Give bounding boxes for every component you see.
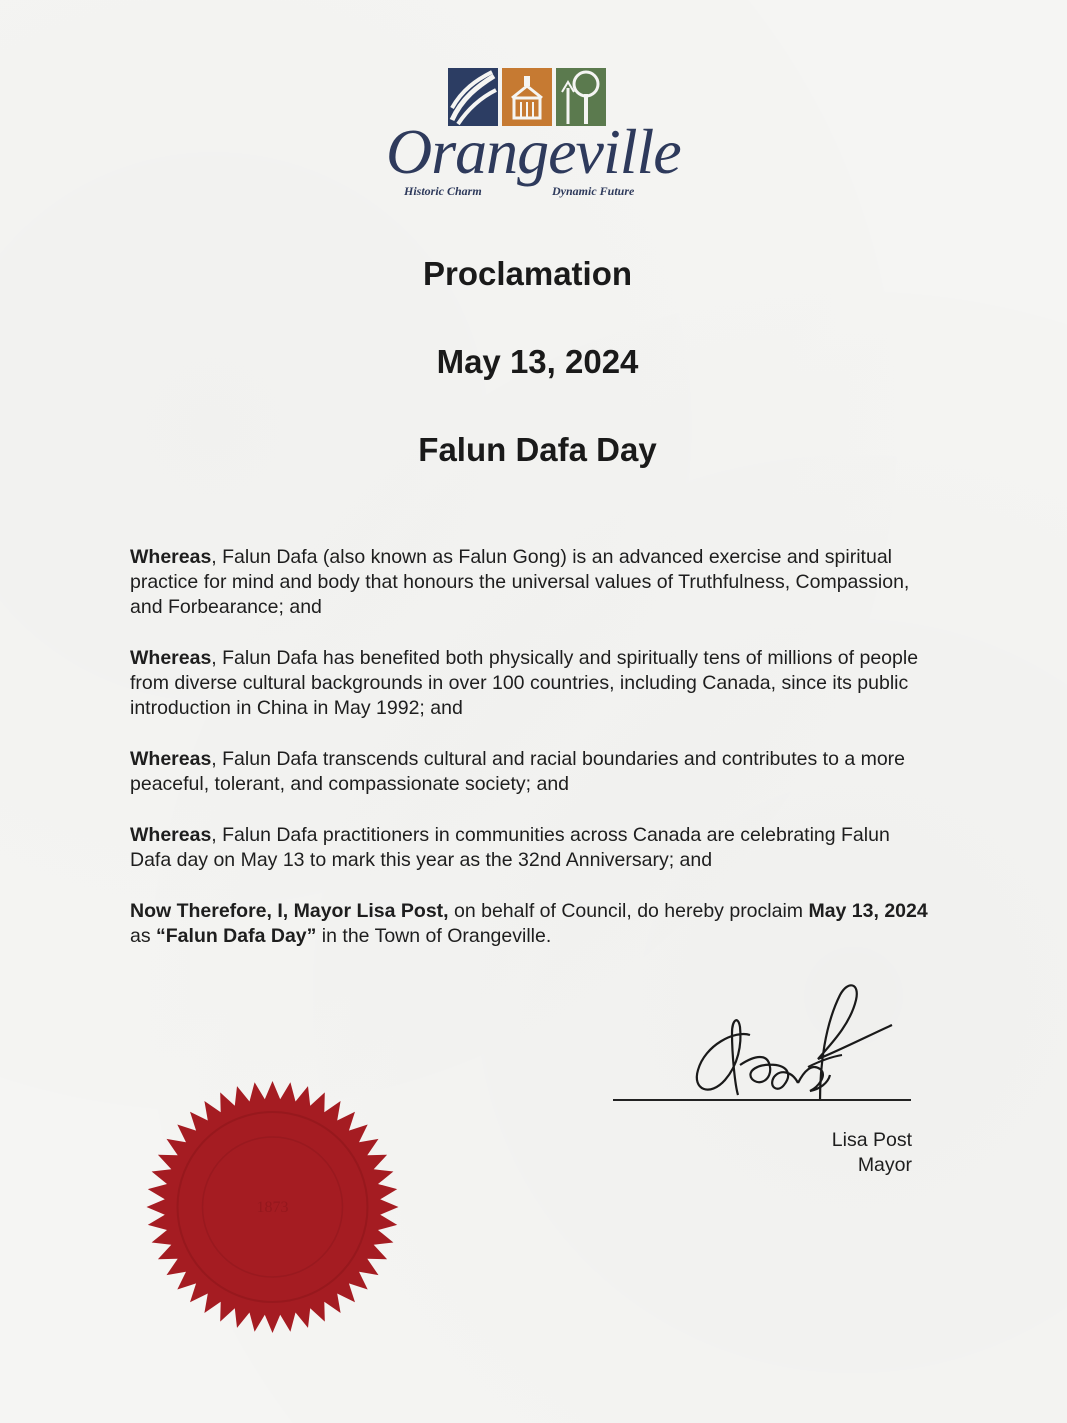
whereas-paragraph (130, 747, 930, 797)
logo-tagline-left: Historic Charm (404, 184, 482, 198)
signatory-name: Lisa Post (831, 1129, 912, 1151)
whereas-text: , Falun Dafa has benefited both physically and spiritually tens of millions of people from diverse cultural backgrounds in over 100 countries, including Canada, since its public introduction in China in May 1992; and (130, 647, 919, 719)
red-foil-seal (145, 1072, 400, 1342)
whereas-text: , Falun Dafa transcends cultural and racial boundaries and contributes to a more peaceful, tolerant, and compassionate society; and (130, 748, 906, 795)
signatory-role: Mayor (857, 1154, 912, 1176)
proclamation-body (130, 545, 930, 975)
resolution-end: in the Town of Orangeville. (316, 925, 552, 947)
handwritten-signature (680, 975, 910, 1115)
whereas-lead: Whereas (130, 647, 212, 669)
document-title: Proclamation (422, 255, 633, 292)
seal-year: 1873 (256, 1199, 289, 1216)
whereas-paragraph (130, 545, 930, 620)
whereas-paragraph (130, 646, 930, 721)
whereas-lead: Whereas (130, 546, 212, 568)
resolution-day-name: “Falun Dafa Day” (156, 925, 317, 947)
resolution-lead: Now Therefore, I, Mayor Lisa Post, (130, 900, 449, 922)
town-logo (380, 64, 690, 204)
whereas-text: , Falun Dafa (also known as Falun Gong) is an advanced exercise and spiritual practice for mind and body that honours the universal values of Truthfulness, Compassion, and Forbearance; and (130, 546, 910, 618)
resolution-paragraph (130, 899, 930, 949)
proclamation-date: May 13, 2024 (436, 343, 639, 380)
resolution-middle: on behalf of Council, do hereby proclaim (448, 900, 809, 922)
logo-tagline-right: Dynamic Future (552, 184, 635, 198)
resolution-as: as (130, 925, 157, 947)
occasion-title: Falun Dafa Day (418, 431, 657, 468)
logo-wordmark: Orangeville (386, 116, 681, 187)
whereas-lead: Whereas (130, 824, 212, 846)
whereas-paragraph (130, 823, 930, 873)
whereas-text: , Falun Dafa practitioners in communities across Canada are celebrating Falun Dafa day on May 13 to mark this year as the 32nd Anniversary; and (130, 824, 890, 871)
signatory-block (700, 1128, 912, 1178)
signature-line (613, 1099, 911, 1101)
whereas-lead: Whereas (130, 748, 212, 770)
resolution-date: May 13, 2024 (808, 900, 928, 922)
